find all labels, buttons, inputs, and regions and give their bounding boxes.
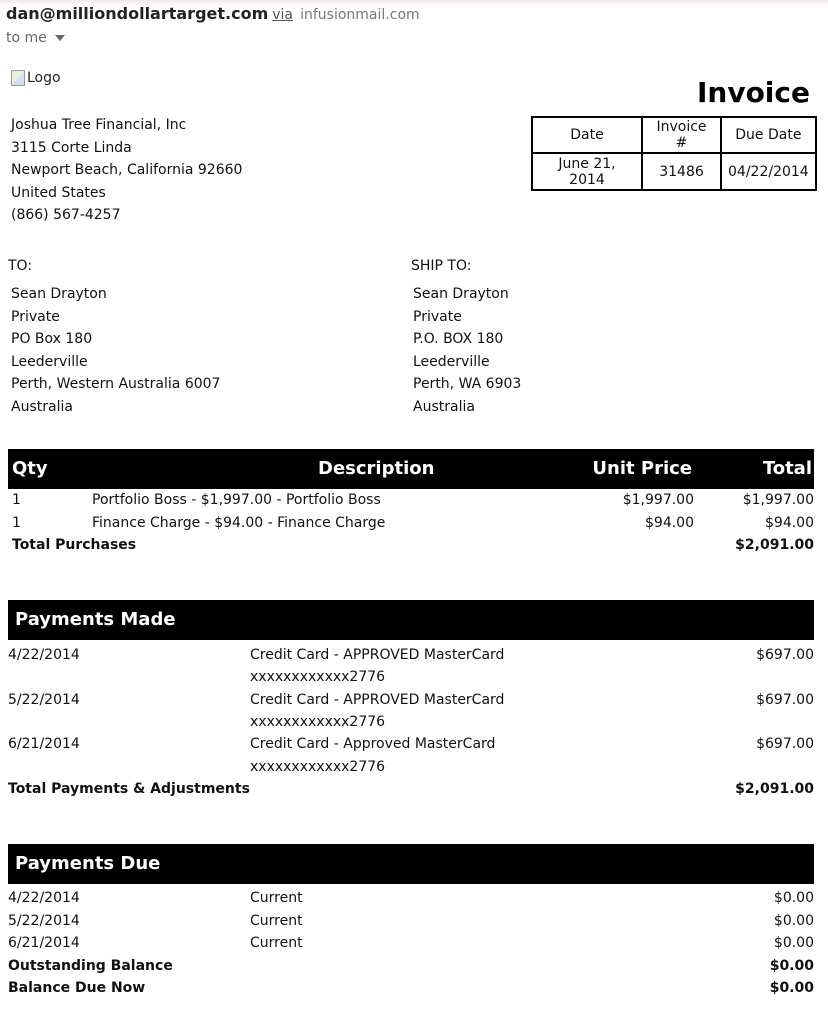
- payments-due-header: [8, 844, 814, 884]
- items-header-total: Total: [762, 458, 812, 479]
- item-description: Portfolio Boss - $1,997.00 - Portfolio Boss: [92, 492, 381, 508]
- chevron-down-icon[interactable]: [55, 35, 65, 41]
- table-row: [8, 910, 814, 932]
- sender-email[interactable]: dan@milliondollartarget.com: [6, 4, 269, 23]
- table-row: [8, 512, 814, 534]
- table-row: [8, 689, 814, 711]
- table-row: [8, 733, 814, 755]
- ship-to-line: Sean Drayton: [413, 286, 509, 302]
- item-unit-price: $1,997.00: [622, 492, 694, 508]
- meta-header-date: Date: [532, 117, 642, 153]
- via-link[interactable]: via: [272, 7, 294, 23]
- ship-to-line: P.O. BOX 180: [413, 331, 504, 347]
- payment-card-number: xxxxxxxxxxxx2776: [250, 714, 386, 730]
- company-name: Joshua Tree Financial, Inc: [11, 117, 187, 133]
- table-row: [8, 489, 814, 511]
- due-status: Current: [250, 935, 303, 951]
- bill-to-line: Australia: [11, 398, 73, 415]
- due-status: Current: [250, 913, 303, 929]
- item-qty: 1: [12, 515, 21, 531]
- bill-to-line: Sean Drayton: [11, 286, 107, 302]
- payment-description: Credit Card - APPROVED MasterCard: [250, 647, 505, 663]
- logo-alt-text: Logo: [27, 70, 61, 86]
- outstanding-balance-label: Outstanding Balance: [8, 958, 173, 974]
- ship-to-line: Perth, WA 6903: [413, 376, 522, 392]
- due-date: 5/22/2014: [8, 913, 80, 929]
- item-total: $1,997.00: [742, 492, 814, 508]
- payments-made-header: [8, 600, 814, 640]
- recipient-details[interactable]: [6, 30, 65, 46]
- bill-to-label: TO:: [8, 258, 33, 274]
- item-qty: 1: [12, 492, 21, 508]
- due-date: 4/22/2014: [8, 890, 80, 906]
- due-date: 6/21/2014: [8, 935, 80, 951]
- items-header-qty: Qty: [12, 458, 48, 479]
- payment-date: 6/21/2014: [8, 736, 80, 752]
- payment-amount: $697.00: [756, 692, 814, 708]
- total-payments-value: $2,091.00: [735, 781, 814, 797]
- payment-card-number: xxxxxxxxxxxx2776: [250, 759, 386, 775]
- item-description: Finance Charge - $94.00 - Finance Charge: [92, 515, 386, 531]
- bill-to-line: Perth, Western Australia 6007: [11, 376, 221, 392]
- due-status: Current: [250, 890, 303, 906]
- total-payments-row: [8, 778, 814, 800]
- total-payments-label: Total Payments & Adjustments: [8, 781, 250, 797]
- payment-description: Credit Card - Approved MasterCard: [250, 736, 496, 752]
- items-header-description: Description: [318, 458, 435, 479]
- company-phone: (866) 567-4257: [11, 207, 121, 223]
- company-street: 3115 Corte Linda: [11, 139, 132, 156]
- company-country: United States: [11, 184, 106, 201]
- bill-to-line: Leederville: [11, 353, 88, 370]
- total-purchases-label: Total Purchases: [12, 537, 137, 553]
- meta-due-date: 04/22/2014: [721, 153, 816, 190]
- due-amount: $0.00: [773, 935, 814, 951]
- balance-due-now-label: Balance Due Now: [8, 980, 146, 996]
- items-header-bar: [8, 449, 814, 489]
- company-logo: [11, 70, 61, 86]
- meta-header-due-date: Due Date: [721, 117, 816, 153]
- meta-header-invoice-number: Invoice #: [642, 117, 721, 153]
- table-row: [8, 756, 814, 778]
- total-purchases-row: [8, 534, 814, 556]
- bill-to-line: Private: [11, 308, 60, 325]
- bill-to-address: [11, 283, 220, 418]
- meta-invoice-number: 31486: [642, 153, 721, 190]
- sender-line: [6, 4, 420, 23]
- item-total: $94.00: [765, 515, 814, 531]
- company-address: [11, 114, 242, 227]
- due-amount: $0.00: [773, 890, 814, 906]
- invoice-meta-table: [531, 116, 817, 191]
- payment-card-number: xxxxxxxxxxxx2776: [250, 669, 386, 685]
- payments-made-title: Payments Made: [15, 609, 176, 630]
- balance-due-now-row: [8, 977, 814, 999]
- payment-amount: $697.00: [756, 736, 814, 752]
- via-domain: infusionmail.com: [300, 7, 420, 23]
- due-amount: $0.00: [773, 913, 814, 929]
- ship-to-address: [413, 283, 521, 418]
- invoice-title: Invoice: [696, 76, 810, 109]
- bill-to-line: PO Box 180: [11, 331, 93, 347]
- table-row: [8, 932, 814, 954]
- table-row: [8, 711, 814, 733]
- payment-date: 4/22/2014: [8, 647, 80, 663]
- balance-due-now-value: $0.00: [769, 980, 814, 996]
- items-header-unit-price: Unit Price: [592, 458, 692, 479]
- table-row: [8, 666, 814, 688]
- payment-date: 5/22/2014: [8, 692, 80, 708]
- ship-to-line: Leederville: [413, 353, 490, 370]
- ship-to-line: Private: [413, 308, 462, 325]
- company-city: Newport Beach, California 92660: [11, 162, 243, 178]
- payment-amount: $697.00: [756, 647, 814, 663]
- outstanding-balance-row: [8, 955, 814, 977]
- total-purchases-value: $2,091.00: [735, 537, 814, 553]
- item-unit-price: $94.00: [645, 515, 694, 531]
- ship-to-line: Australia: [413, 398, 475, 415]
- outstanding-balance-value: $0.00: [769, 958, 814, 974]
- meta-date: June 21, 2014: [532, 153, 642, 190]
- payment-description: Credit Card - APPROVED MasterCard: [250, 692, 505, 708]
- payments-due-title: Payments Due: [15, 853, 161, 874]
- table-row: [8, 887, 814, 909]
- recipient-label: to me: [6, 30, 47, 46]
- ship-to-label: SHIP TO:: [411, 258, 472, 274]
- broken-image-icon: [11, 70, 25, 86]
- table-row: [8, 644, 814, 666]
